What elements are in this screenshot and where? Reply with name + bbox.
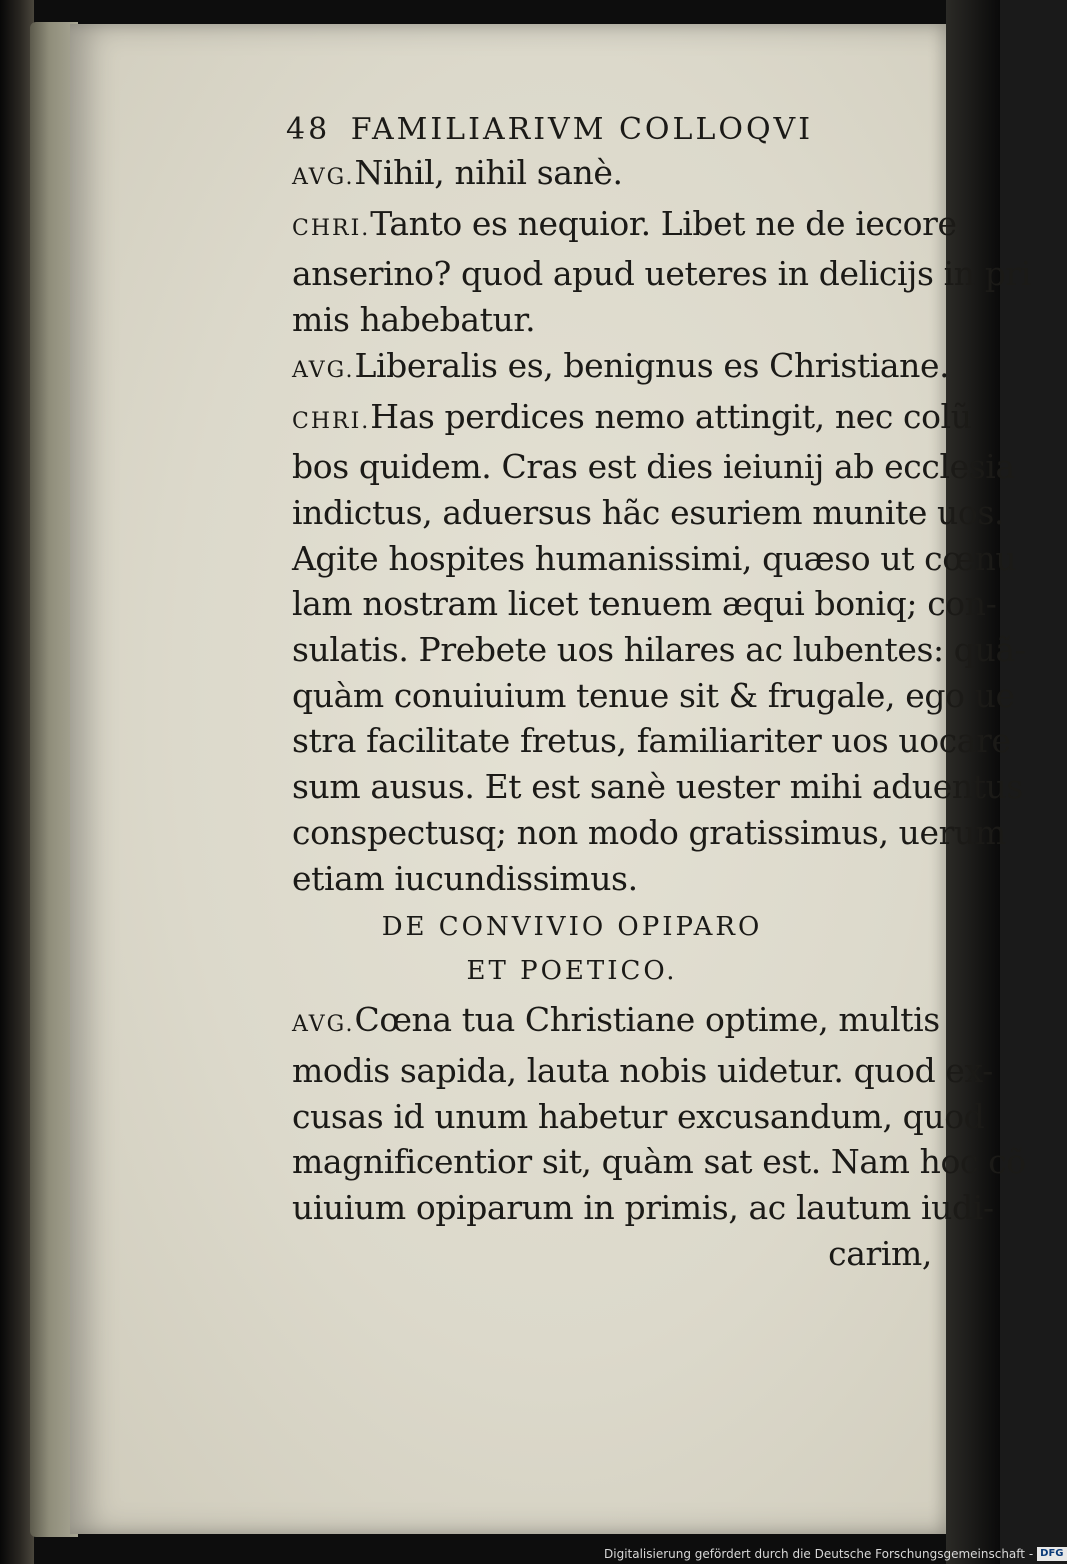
book-spine-edge — [0, 0, 34, 1564]
text-line — [292, 1094, 985, 1140]
line-text: modis sapida, lauta nobis uidetur. quod ex- — [292, 1050, 993, 1090]
line-text: Liberalis es, benignus es Christiane. — [354, 345, 950, 385]
speaker-label: AVG. — [292, 357, 355, 383]
text-line — [292, 997, 942, 1048]
line-text: anserino? quod apud ueteres in delicijs in pri — [292, 254, 1031, 294]
text-line — [292, 536, 1017, 582]
line-text: conspectusq; non modo gratissimus, uerum — [292, 812, 1006, 852]
text-line — [292, 201, 957, 252]
text-line — [292, 1185, 994, 1231]
section-title-line-2: ET POETICO. — [466, 956, 678, 987]
speaker-label: AVG. — [292, 165, 355, 190]
digitization-footer — [604, 1544, 1067, 1564]
footer-text: Digitalisierung gefördert durch die Deutsche Forschungsgemeinschaft - — [604, 1547, 1034, 1561]
text-line — [292, 673, 1015, 719]
speaker-label: CHRI. — [292, 408, 371, 434]
page-number: 48 — [286, 112, 331, 147]
text-line — [292, 1139, 1026, 1185]
line-text: etiam iucundissimus. — [292, 858, 638, 898]
text-line — [292, 627, 1026, 673]
speaker-label: AVG. — [292, 1012, 355, 1038]
line-text: stra facilitate fretus, familiariter uos uocare — [292, 721, 1011, 761]
section-title — [292, 905, 852, 993]
line-text: bos quidem. Cras est dies ieiunij ab ecclesia — [292, 447, 1015, 487]
dialogue-block-2 — [292, 997, 1026, 1231]
line-text: Agite hospites humanissimi, quæso ut cœnu — [292, 538, 1017, 578]
line-text: magnificentior sit, quàm sat est. Nam hoc cõ — [292, 1142, 1026, 1182]
line-text: quàm conuiuium tenue sit & frugale, ego ue — [292, 675, 1015, 715]
text-line — [292, 444, 1015, 490]
line-text: sulatis. Prebete uos hilares ac lubentes: quã- — [292, 630, 1026, 670]
line-text: Tanto es nequior. Libet ne de iecore — [370, 203, 957, 243]
text-line — [292, 251, 1031, 297]
running-header — [286, 110, 942, 150]
dialogue-block-1 — [292, 150, 1031, 901]
text-line — [292, 764, 1023, 810]
line-text: Cœna tua Christiane optime, multis — [354, 1000, 940, 1040]
text-line — [292, 856, 942, 902]
speaker-label: CHRI. — [292, 215, 371, 241]
text-line — [292, 297, 942, 343]
text-line — [292, 394, 972, 445]
line-text: mis habebatur. — [292, 300, 536, 340]
line-text: lam nostram licet tenuem æqui boniq; con- — [292, 584, 997, 624]
page-text — [286, 110, 1031, 1276]
line-text: indictus, aduersus hãc esuriem munite uos. — [292, 492, 1005, 532]
text-line — [292, 150, 942, 201]
catchword: carim, — [828, 1233, 932, 1273]
text-line — [292, 810, 1006, 856]
running-title: FAMILIARIVM COLLOQVI — [350, 112, 814, 147]
text-line — [292, 490, 1005, 536]
line-text: uiuium opiparum in primis, ac lautum iudi- — [292, 1188, 994, 1228]
text-line — [292, 1048, 993, 1094]
section-title-line-1: DE CONVIVIO OPIPARO — [381, 912, 763, 943]
dfg-logo-icon: DFG — [1037, 1547, 1066, 1561]
line-text: Nihil, nihil sanè. — [354, 153, 623, 192]
text-line — [292, 581, 997, 627]
text-line — [292, 718, 1011, 764]
line-text: sum ausus. Et est sanè uester mihi aduentus — [292, 767, 1023, 807]
text-line — [292, 343, 950, 394]
line-text: Has perdices nemo attingit, nec colũ — [370, 396, 972, 436]
line-text: cusas id unum habetur excusandum, quod — [292, 1096, 985, 1136]
